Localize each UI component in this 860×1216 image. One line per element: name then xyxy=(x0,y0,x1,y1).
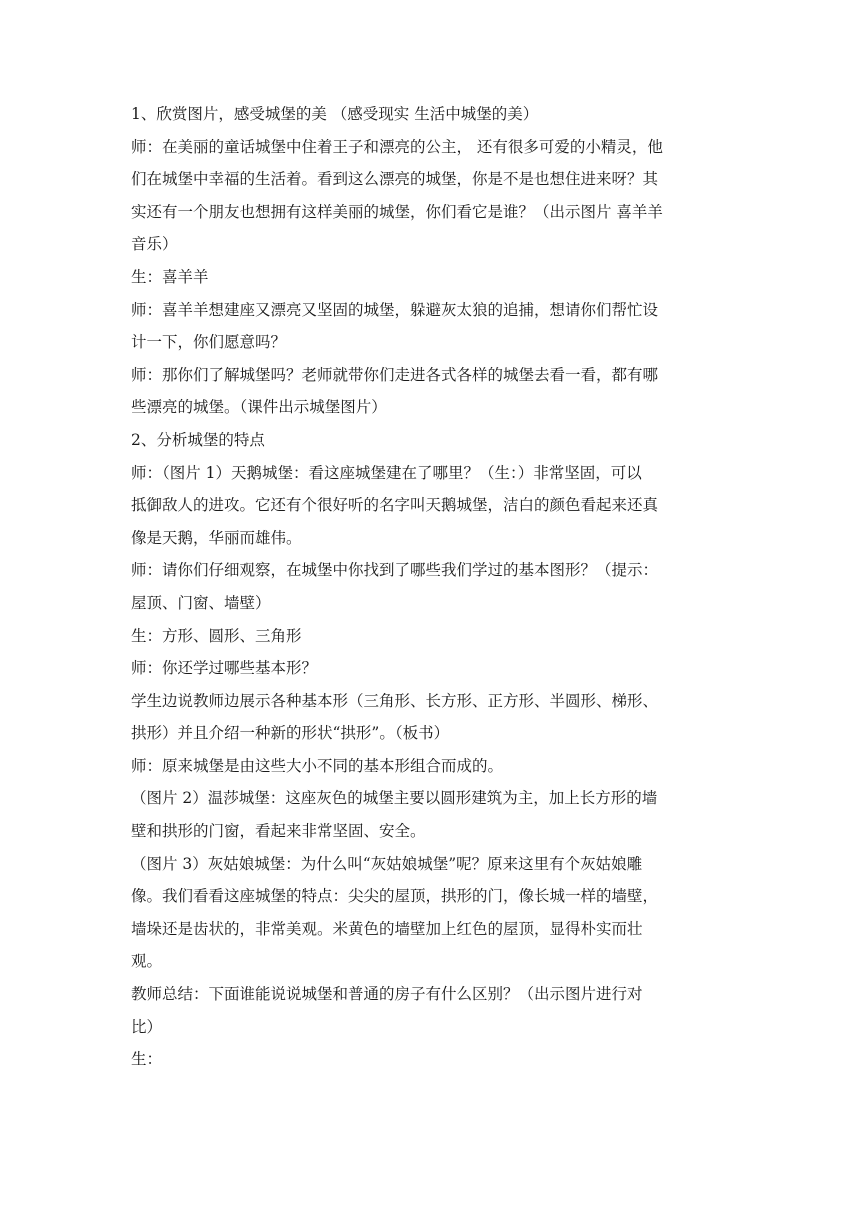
text-line: 师：你还学过哪些基本形？ xyxy=(131,659,318,678)
paragraph xyxy=(131,685,731,750)
paragraph xyxy=(131,978,731,1043)
text-line: 些漂亮的城堡。（课件出示城堡图片） xyxy=(131,398,387,417)
paragraph xyxy=(131,1043,731,1076)
paragraph xyxy=(131,457,731,555)
text-line: 墙垛还是齿状的，非常美观。米黄色的墙壁加上红色的屋顶，显得朴实而壮 xyxy=(131,919,643,938)
text-line: 壁和拱形的门窗，看起来非常坚固、安全。 xyxy=(131,822,426,841)
text-line: 音乐） xyxy=(131,235,178,254)
paragraph xyxy=(131,131,731,261)
text-line: 生： xyxy=(131,1050,163,1069)
section-heading xyxy=(131,98,731,131)
text-line: 抵御敌人的进攻。它还有个很好听的名字叫天鹅城堡，洁白的颜色看起来还真 xyxy=(131,496,659,515)
text-line: 师：在美丽的童话城堡中住着王子和漂亮的公主， 还有很多可爱的小精灵，他 xyxy=(131,137,663,156)
document-body xyxy=(131,98,731,1076)
text-line: 拱形）并且介绍一种新的形状“拱形”。（板书） xyxy=(131,724,450,743)
text-line: （图片 2）温莎城堡：这座灰色的城堡主要以圆形建筑为主，加上长方形的墙 xyxy=(131,789,658,808)
text-line: （图片 3）灰姑娘城堡：为什么叫“灰姑娘城堡”呢？原来这里有个灰姑娘雕 xyxy=(131,854,643,873)
paragraph xyxy=(131,554,731,619)
paragraph xyxy=(131,848,731,978)
text-line: 师：请你们仔细观察，在城堡中你找到了哪些我们学过的基本图形？（提示： xyxy=(131,561,659,580)
text-line: 像是天鹅，华丽而雄伟。 xyxy=(131,528,302,547)
text-line: 1、欣赏图片，感受城堡的美 （感受现实 生活中城堡的美） xyxy=(131,105,539,123)
text-line: 学生边说教师边展示各种基本形（三角形、长方形、正方形、半圆形、梯形、 xyxy=(131,691,659,710)
paragraph xyxy=(131,261,731,294)
text-line: 实还有一个朋友也想拥有这样美丽的城堡，你们看它是谁？（出示图片 喜羊羊 xyxy=(131,202,663,221)
section-heading xyxy=(131,424,731,457)
paragraph xyxy=(131,652,731,685)
paragraph xyxy=(131,294,731,359)
text-line: 师：喜羊羊想建座又漂亮又坚固的城堡，躲避灰太狼的追捕，想请你们帮忙设 xyxy=(131,300,659,319)
text-line: 观。 xyxy=(131,952,163,971)
paragraph xyxy=(131,750,731,783)
text-line: 比） xyxy=(131,1017,163,1036)
text-line: 2、分析城堡的特点 xyxy=(131,430,265,449)
paragraph xyxy=(131,620,731,653)
text-line: 教师总结：下面谁能说说城堡和普通的房子有什么区别？（出示图片进行对 xyxy=(131,985,643,1004)
text-line: 生：方形、圆形、三角形 xyxy=(131,626,302,645)
text-line: 像。我们看看这座城堡的特点：尖尖的屋顶，拱形的门，像长城一样的墙壁， xyxy=(131,887,659,906)
text-line: 屋顶、门窗、墙壁） xyxy=(131,593,271,612)
paragraph xyxy=(131,359,731,424)
text-line: 生：喜羊羊 xyxy=(131,267,209,286)
text-line: 计一下，你们愿意吗？ xyxy=(131,333,287,352)
text-line: 师：原来城堡是由这些大小不同的基本形组合而成的。 xyxy=(131,756,504,775)
text-line: 师：那你们了解城堡吗？老师就带你们走进各式各样的城堡去看一看，都有哪 xyxy=(131,365,659,384)
paragraph xyxy=(131,782,731,847)
text-line: 们在城堡中幸福的生活着。看到这么漂亮的城堡，你是不是也想住进来呀？其 xyxy=(131,170,659,189)
text-line: 师：（图片 1）天鹅城堡：看这座城堡建在了哪里？（生：）非常坚固，可以 xyxy=(131,463,642,482)
